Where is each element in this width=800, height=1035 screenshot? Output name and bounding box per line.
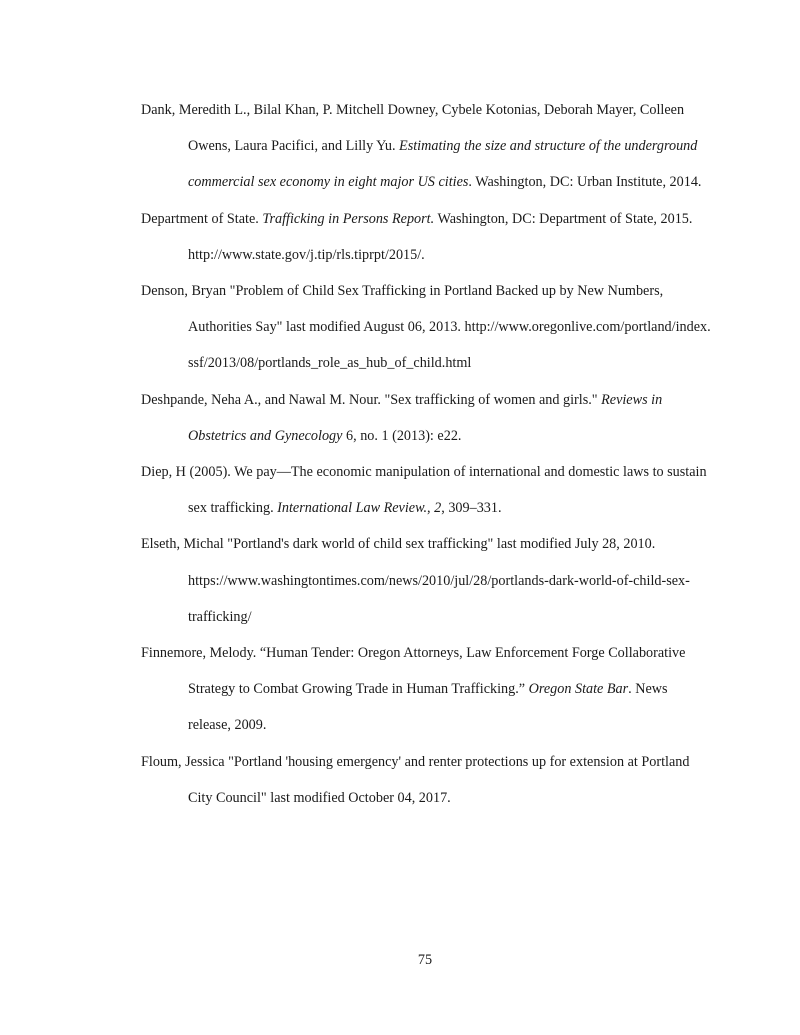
reference-text: Washington, DC: Department of State, 2015. http://www.state.gov/j.tip/rls.tiprpt/2015/.: [188, 210, 693, 263]
reference-title-italic: International Law Review.: [277, 500, 428, 517]
reference-text: Finnemore, Melody. “Human Tender: Oregon Attorneys, Law Enforcement Forge Collaborative Strategy to Combat Growing Trade in Human Trafficking.”: [141, 645, 686, 698]
reference-text: Dank, Meredith L., Bilal Khan, P. Mitchell Downey, Cybele Kotonias, Deborah Mayer, Colleen Owens, Laura Pacifici, and Lilly Yu.: [141, 102, 685, 155]
reference-entry: [141, 273, 711, 382]
reference-title-italic: Estimating the size and structure of the underground commercial sex economy in eight major US cities: [188, 138, 698, 191]
reference-text: . Washington, DC: Urban Institute, 2014.: [468, 174, 702, 191]
reference-text: http://www.oregonlive.com/portland/index.ssf/2013/08/portlands_role_as_hub_of_child.html: [188, 319, 711, 372]
reference-text: . News release, 2009.: [188, 681, 668, 734]
reference-entry: [141, 744, 711, 816]
reference-text: Denson, Bryan "Problem of Child Sex Trafficking in Portland Backed up by New Numbers, Authorities Say" last modified August 06, 2013.: [141, 283, 664, 336]
reference-text: Diep, H (2005). We pay—The economic manipulation of international and domestic laws to sustain sex trafficking.: [141, 464, 707, 517]
reference-entry: [141, 635, 711, 744]
reference-entry: [141, 454, 711, 526]
reference-title-italic: Trafficking in Persons Report.: [262, 210, 435, 227]
reference-entry: [141, 92, 711, 201]
reference-text: Elseth, Michal "Portland's dark world of child sex trafficking" last modified July 28, 2010. https://www.washingtontimes.com/news/2010/jul/28/portlands-dark-world-of-child-sex-trafficking/: [141, 536, 690, 625]
reference-entry: [141, 382, 711, 454]
reference-text: Floum, Jessica "Portland 'housing emergency' and renter protections up for extension at Portland City Council" last modified October 04, 2017.: [141, 753, 690, 806]
reference-text: , 309–331.: [441, 500, 502, 517]
reference-title-italic: Oregon State Bar: [528, 681, 629, 698]
reference-text: ,: [427, 500, 435, 517]
reference-text: Department of State.: [141, 210, 263, 227]
page-number: 75: [417, 952, 433, 968]
reference-title-italic: Reviews in Obstetrics and Gynecology: [188, 391, 663, 444]
reference-title-italic: 2: [434, 500, 442, 517]
reference-entry: [141, 201, 711, 273]
reference-text: Deshpande, Neha A., and Nawal M. Nour. "Sex trafficking of women and girls.": [141, 391, 602, 408]
reference-text: 6, no. 1 (2013): e22.: [342, 427, 462, 444]
reference-entry: [141, 526, 711, 635]
references-list: [141, 92, 711, 816]
